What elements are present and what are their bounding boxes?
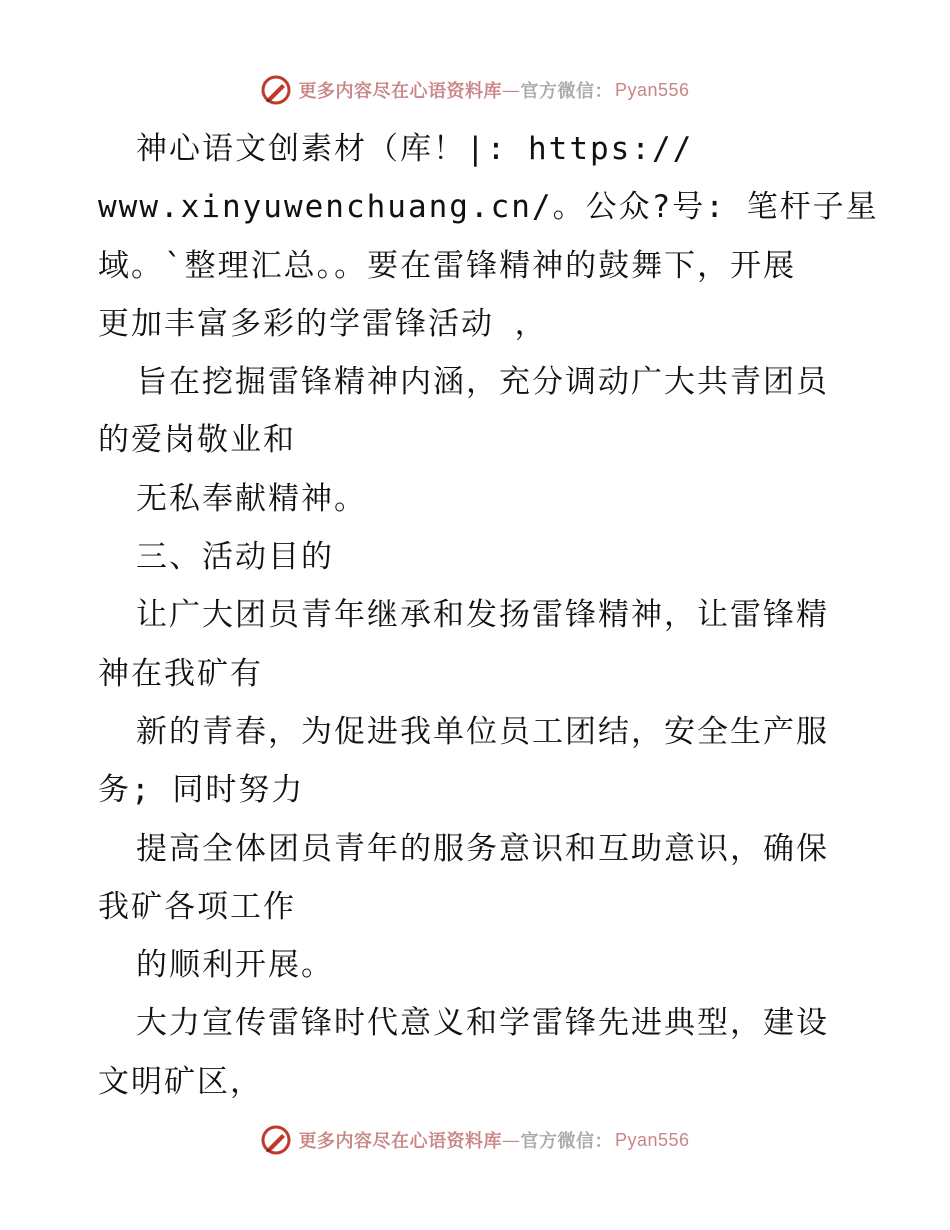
watermark-text: 更多内容尽在心语资料库 <box>298 1131 502 1152</box>
watermark-dash: — <box>501 1129 521 1151</box>
text-line: 让广大团员青年继承和发扬雷锋精神，让雷锋精 <box>136 597 829 634</box>
document-body <box>98 120 879 1111</box>
watermark-official-label: 官方微信： <box>520 81 613 102</box>
watermark-wechat-id: Pyan556 <box>614 79 690 100</box>
text-line: 神在我矿有 <box>98 655 263 692</box>
text-line: 的爱岗敬业和 <box>98 422 296 459</box>
text-line: 神心语文创素材（库！|: https:// <box>136 131 694 167</box>
watermark-official-label: 官方微信： <box>520 1131 613 1152</box>
text-line: www.xinyuwenchuang.cn/。公众?号: 笔杆子星 <box>98 189 879 226</box>
text-line: 新的青春，为促进我单位员工团结，安全生产服 <box>136 713 829 750</box>
header-watermark <box>0 70 950 110</box>
pen-logo-icon <box>260 74 292 106</box>
text-line: 我矿各项工作 <box>98 888 296 925</box>
text-line: 务; 同时努力 <box>98 772 305 809</box>
watermark-text: 更多内容尽在心语资料库 <box>298 81 502 102</box>
text-line: 旨在挖掘雷锋精神内涵，充分调动广大共青团员 <box>136 364 829 401</box>
watermark-dash: — <box>501 79 521 101</box>
text-line: 大力宣传雷锋时代意义和学雷锋先进典型，建设 <box>136 1005 829 1042</box>
watermark-wechat-id: Pyan556 <box>614 1129 690 1150</box>
text-line: 更加丰富多彩的学雷锋活动 ， <box>98 305 548 342</box>
footer-watermark <box>0 1120 950 1160</box>
section-heading: 三、活动目的 <box>136 539 334 576</box>
text-line: 无私奉献精神。 <box>136 480 367 517</box>
pen-logo-icon <box>260 1124 292 1156</box>
text-line: 域。`整理汇总。。要在雷锋精神的鼓舞下，开展 <box>98 247 797 284</box>
text-line: 的顺利开展。 <box>136 947 334 984</box>
text-line: 文明矿区， <box>98 1063 263 1100</box>
text-line: 提高全体团员青年的服务意识和互助意识，确保 <box>136 830 829 867</box>
